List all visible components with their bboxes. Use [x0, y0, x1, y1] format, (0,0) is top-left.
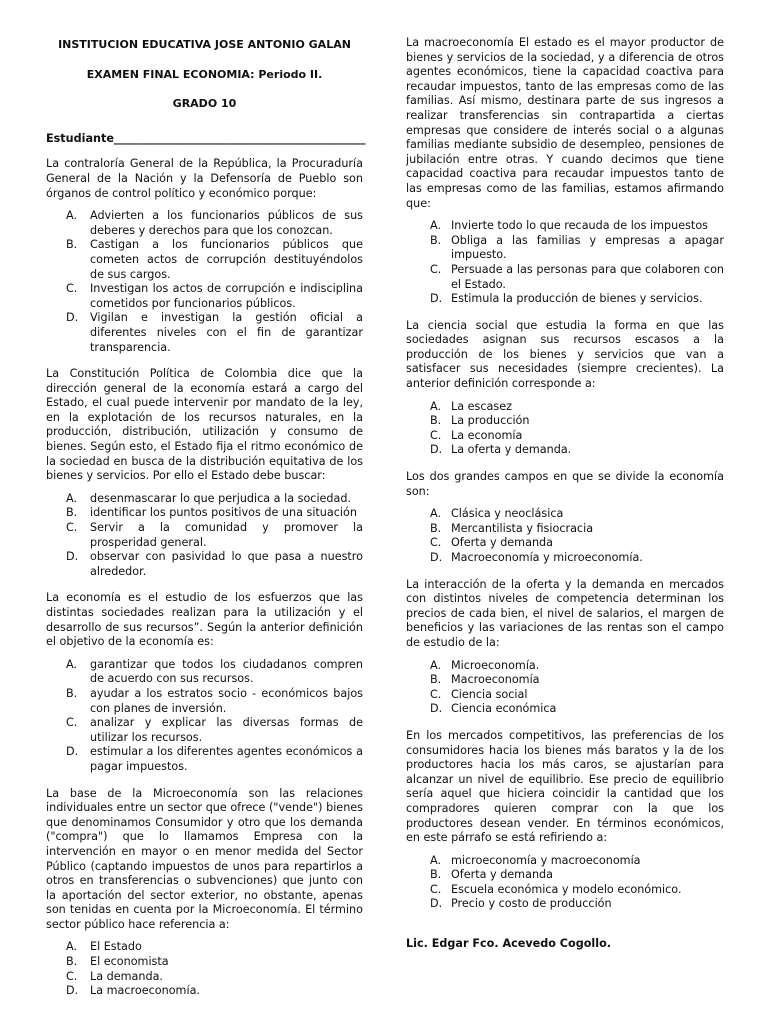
question-5-options — [406, 219, 724, 307]
question-7-text: Los dos grandes campos en que se divide la economía son: — [406, 470, 724, 498]
option: A. Clásica y neoclásica — [430, 507, 564, 521]
option: A. Microeconomía. — [430, 658, 540, 672]
option: B. Macroeconomía — [430, 673, 540, 687]
option: C. Ciencia social — [430, 687, 528, 701]
option: A. Invierte todo lo que recauda de los impuestos — [430, 219, 708, 233]
option: C. Escuela económica y modelo económico. — [430, 882, 682, 896]
option: D. Precio y costo de producción — [430, 897, 612, 911]
option: D. Estimula la producción de bienes y servicios. — [430, 292, 703, 306]
option: A. El Estado — [66, 940, 142, 954]
option: D. Vigilan e investigan la gestión oficial a diferentes niveles con el fin de garantizar transparencia. — [66, 311, 363, 354]
question-7-options — [406, 507, 724, 565]
option: C. Servir a la comunidad y promover la prosperidad general. — [66, 521, 363, 549]
question-9-options — [406, 854, 724, 912]
option: A. garantizar que todos los ciudadanos compren de acuerdo con sus recursos. — [66, 657, 363, 686]
option: B. Oferta y demanda — [430, 868, 553, 882]
option: C. analizar y explicar las diversas formas de utilizar los recursos. — [66, 716, 363, 744]
option: B. Castigan a los funcionarios públicos que cometen actos de corrupción destituyéndolos de sus cargos. — [66, 238, 363, 281]
question-9-text: En los mercados competitivos, las preferencias de los consumidores hacia los bienes más baratos y la de los productores hacia los más caros, se ajustarían para alcanzar un nivel de equilibrio. Ese precio de equilibrio sería aquel que hiciera coincidir la cantidad que los compradores quieren comprar con la que los productores desean vender. En términos económicos, en este párrafo se está refiriendo a: — [406, 728, 724, 845]
question-5-text: La macroeconomía El estado es el mayor productor de bienes y servicios de la sociedad, y a diferencia de otros agentes económicos, tiene la capacidad coactiva para recaudar impuestos, tanto de las empresas como de las familias. Así mismo, destinara parte de sus ingresos a realizar transferencias sin contrapartida a ciertas empresas que considere de interés social o a algunas familias mediante subsidio de desempleo, pensiones de jubilación entre otras. Y cuando decimos que tiene capacidad coactiva para recaudar impuestos tanto de las empresas como de las familias, estamos afirmando que: — [406, 36, 724, 210]
option: B. ayudar a los estratos socio - económicos bajos con planes de inversión. — [66, 686, 363, 715]
student-name-line: Estudiante_____________________________________________ — [46, 131, 366, 145]
question-1-text: La contraloría General de la República, la Procuraduría General de la Nación y la Defensoría de Pueblo son órganos de control político y económico porque: — [46, 157, 363, 200]
option: D. estimular a los diferentes agentes económicos a pagar impuestos. — [66, 745, 363, 773]
question-4-options — [46, 940, 363, 998]
option: D. observar con pasividad lo que pasa a nuestro alrededor. — [66, 550, 363, 578]
option: C. Oferta y demanda — [430, 536, 553, 550]
option: D. La macroeconomía. — [66, 984, 200, 998]
option: B. La producción — [430, 414, 530, 428]
option: A. Advierten a los funcionarios públicos de sus deberes y derechos para que los conozcan. — [66, 209, 363, 237]
question-6-text: La ciencia social que estudia la forma en que las sociedades asignan sus recursos escasos a la producción de los bienes y servicios que van a satisfacer sus necesidades (siempre crecientes). La anterior definición corresponde a: — [406, 318, 724, 391]
exam-title: EXAMEN FINAL ECONOMIA: Periodo II. — [86, 67, 323, 81]
option: C. Persuade a las personas para que colaboren con el Estado. — [430, 262, 724, 291]
question-8-options — [406, 659, 724, 717]
question-2-text: La Constitución Política de Colombia dice que la dirección general de la economía estará a cargo del Estado, el cual puede intervenir por mandato de la ley, en la explotación de los recursos naturales, en la producción, distribución, utilización y consumo de bienes. Según esto, el Estado fija el ritmo económico de la sociedad en busca de la distribución equitativa de los bienes y servicios. Por ello el Estado debe buscar: — [46, 367, 363, 483]
option: C. La economía — [430, 428, 523, 442]
option: A. microeconomía y macroeconomía — [430, 853, 641, 867]
school-name: INSTITUCION EDUCATIVA JOSE ANTONIO GALAN — [58, 38, 351, 51]
option: B. identificar los puntos positivos de una situación — [66, 506, 357, 520]
question-3-text: La economía es el estudio de los esfuerzos que las distintas sociedades realizan para la utilización y el desarrollo de sus recursos”. Según la anterior definición el objetivo de la economía es: — [46, 591, 363, 649]
question-2-options — [46, 492, 363, 580]
option: B. Mercantilista y fisiocracia — [430, 521, 594, 535]
question-4-text: La base de la Microeconomía son las relaciones individuales entre un sector que ofrece ("vende") bienes que denominamos Consumidor y otro que los demanda ("compra") que lo llamamos Empresa con la intervención en mayor o en menor medida del Sector Público (captando impuestos de unos para repartirlos a otros en transferencias o subvenciones) que junto con la aportación del sector exterior, no obstante, apenas son tenidas en cuenta por la Microeconomía. El término sector público hace referencia a: — [46, 786, 363, 931]
option: C. Investigan los actos de corrupción e indisciplina cometidos por funcionarios públicos. — [66, 282, 363, 310]
option: A. desenmascarar lo que perjudica a la sociedad. — [66, 491, 352, 505]
grade-label: GRADO 10 — [172, 97, 237, 111]
option: D. Macroeconomía y microeconomía. — [430, 551, 643, 564]
question-3-options — [46, 658, 363, 775]
option: B. Obliga a las familias y empresas a apagar impuesto. — [430, 233, 724, 262]
option: A. La escasez — [430, 399, 512, 413]
right-column — [406, 36, 724, 952]
left-column — [46, 36, 366, 1011]
option: D. La oferta y demanda. — [430, 443, 572, 457]
option: B. El economista — [66, 955, 169, 969]
question-1-options — [46, 209, 363, 355]
question-6-options — [406, 400, 724, 458]
option: D. Ciencia económica — [430, 702, 557, 716]
option: C. La demanda. — [66, 969, 163, 983]
teacher-signature: Lic. Edgar Fco. Acevedo Cogollo. — [406, 937, 612, 951]
question-8-text: La interacción de la oferta y la demanda en mercados con distintos niveles de competencia determinan los precios de cada bien, el nivel de salarios, el margen de beneficios y las variaciones de las rentas son el campo de estudio de la: — [406, 577, 724, 649]
